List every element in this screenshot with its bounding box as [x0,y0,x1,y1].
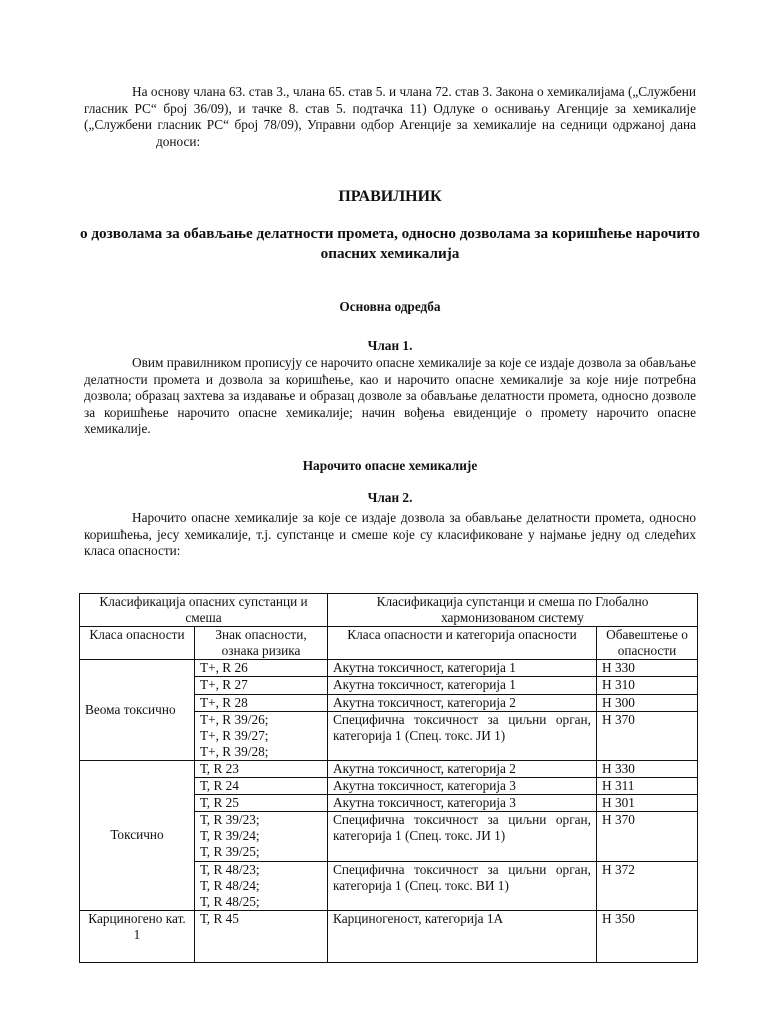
cell-sign: Т+, R 27 [195,677,328,694]
sign-line: Т+, R 39/26; [200,711,269,727]
sign-line: Т, R 39/24; [200,828,260,844]
cell-category: Специфична токсичност за циљни орган, категорија 1 (Спец. токс. ВИ 1) [328,861,597,910]
cell-category: Специфична токсичност за циљни орган, категорија 1 (Спец. токс. ЈИ 1) [328,812,597,861]
header-hazard-statement: Обавештење о опасности [597,627,698,660]
cell-sign-multi [195,711,328,760]
sign-line: Т, R 48/24; [200,877,260,893]
sign-line: Т, R 48/25; [200,893,260,909]
cell-sign: Т+, R 26 [195,660,328,677]
cell-statement: Н 300 [597,694,698,711]
article2-heading: Члан 2. [367,490,413,505]
cell-sign: Т, R 23 [195,760,328,777]
cell-sign-multi [195,861,328,910]
cell-sign: Т, R 25 [195,795,328,812]
preamble-text: На основу члана 63. став 3., члана 65. став 5. и члана 72. став 3. Закона о хемикалијама („Службени гласник РС“ број 36/09), и тачке 8. став 5. подтачка 11) Одлуке о оснивању Агенције за хемикалије („Службени гласник РС“ број 78/09), Управни одбор Агенције за хемикалије на седници одржаној дана [84,84,696,133]
hazard-classification-table [79,593,698,963]
section2-heading: Нарочито опасне хемикалије [302,458,478,473]
group-header-left: Класификација опасних супстанци и смеша [80,594,328,627]
table-group-header-row [80,594,698,627]
cell-statement: Н 330 [597,760,698,777]
article1-heading: Члан 1. [367,338,413,353]
cell-statement: Н 350 [597,910,698,962]
group-name-carcinogenic: Карциногено кат. 1 [80,910,195,962]
cell-sign: Т, R 45 [195,910,328,962]
cell-category: Акутна токсичност, категорија 3 [328,778,597,795]
header-hazard-category: Класа опасности и категорија опасности [328,627,597,660]
cell-statement: Н 301 [597,795,698,812]
document-title: ПРАВИЛНИК [338,188,442,205]
cell-statement: Н 330 [597,660,698,677]
cell-category: Акутна токсичност, категорија 3 [328,795,597,812]
sign-line: Т+, R 39/28; [200,743,269,759]
cell-statement: Н 370 [597,711,698,760]
cell-category: Карциногеност, категорија 1А [328,910,597,962]
cell-sign: Т, R 24 [195,778,328,795]
document-subtitle: о дозволама за обављање делатности промета, односно дозволама за коришћење нарочито опасних хемикалија [79,225,700,262]
cell-category: Акутна токсичност, категорија 2 [328,694,597,711]
cell-category: Акутна токсичност, категорија 1 [328,660,597,677]
cell-sign-multi [195,812,328,861]
cell-category: Акутна токсичност, категорија 1 [328,677,597,694]
cell-category: Акутна токсичност, категорија 2 [328,760,597,777]
cell-statement: Н 310 [597,677,698,694]
table-column-header-row [80,627,698,660]
sign-line: Т, R 48/23; [200,861,260,877]
sign-line: Т, R 39/25; [200,844,260,860]
section1-heading: Основна одредба [339,299,441,314]
table-row [80,910,698,962]
cell-statement: Н 370 [597,812,698,861]
cell-sign: Т+, R 28 [195,694,328,711]
group-name-toxic: Токсично [80,760,195,910]
group-name-very-toxic: Веома токсично [80,660,195,761]
preamble-paragraph [84,84,696,150]
cell-statement: Н 372 [597,861,698,910]
header-hazard-class: Класа опасности [80,627,195,660]
article1-text: Овим правилником прописују се нарочито опасне хемикалије за које се издаје дозвола за обављање делатности промета и дозвола за коришћење, као и нарочито опасне хемикалије за које није потребна дозвола; образац захтева за издавање и образац дозволе за обављање делатности промета, односно дозволе за коришћење нарочито опасне хемикалије; начин вођења евиденције о промету нарочито опасне хемикалије. [84,355,696,437]
cell-statement: Н 311 [597,778,698,795]
table-row [80,760,698,777]
sign-line: Т, R 39/23; [200,812,260,828]
header-hazard-sign: Знак опасности, ознака ризика [195,627,328,660]
group-header-right: Класификација супстанци и смеша по Глобално хармонизованом систему [328,594,698,627]
preamble-tail: доноси: [156,133,201,149]
table-row [80,660,698,677]
sign-line: Т+, R 39/27; [200,727,269,743]
cell-category: Специфична токсичност за циљни орган, категорија 1 (Спец. токс. ЈИ 1) [328,711,597,760]
article2-text: Нарочито опасне хемикалије за које се издаје дозвола за обављање делатности промета, односно коришћења, јесу хемикалије, т.ј. супстанце и смеше које су класификоване у најмање једну од следећих класа опасности: [84,510,696,559]
